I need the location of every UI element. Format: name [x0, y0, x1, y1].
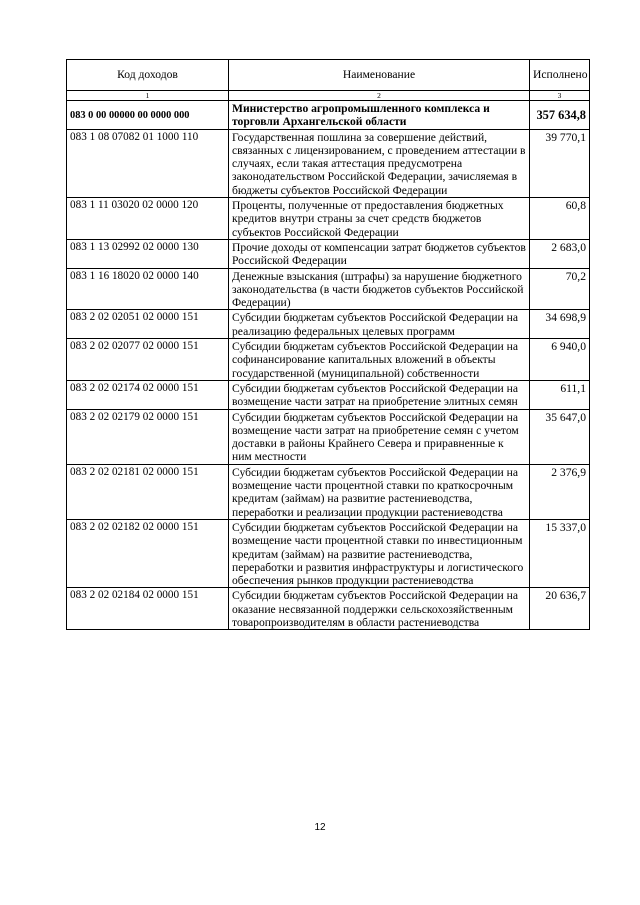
table-row [67, 198, 590, 240]
table-row [67, 129, 590, 197]
revenue-amount-cell: 20 636,7 [530, 588, 590, 630]
revenue-code-cell: 083 2 02 02174 02 0000 151 [67, 380, 229, 409]
revenue-name-cell: Субсидии бюджетам субъектов Российской Федерации на возмещение части затрат на приобретение элитных семян [229, 380, 530, 409]
revenue-code-cell: 083 2 02 02179 02 0000 151 [67, 409, 229, 464]
revenue-amount-cell: 34 698,9 [530, 310, 590, 339]
column-number-2: 2 [229, 91, 530, 101]
revenue-code-cell: 083 1 13 02992 02 0000 130 [67, 239, 229, 268]
revenue-amount-cell: 15 337,0 [530, 519, 590, 587]
revenue-amount-cell: 357 634,8 [530, 101, 590, 130]
revenue-name-cell: Прочие доходы от компенсации затрат бюджетов субъектов Российской Федерации [229, 239, 530, 268]
column-number-row [67, 91, 590, 101]
table-row [67, 380, 590, 409]
table-row [67, 101, 590, 130]
table-row [67, 268, 590, 310]
revenue-amount-cell: 39 770,1 [530, 129, 590, 197]
revenue-code-cell: 083 2 02 02182 02 0000 151 [67, 519, 229, 587]
revenue-code-cell: 083 2 02 02051 02 0000 151 [67, 310, 229, 339]
column-number-3: 3 [530, 91, 590, 101]
revenue-code-cell: 083 0 00 00000 00 0000 000 [67, 101, 229, 130]
table-header-row [67, 60, 590, 91]
revenue-name-cell: Субсидии бюджетам субъектов Российской Федерации на софинансирование капитальных вложений в объекты государственной (муниципальной) собственности [229, 339, 530, 381]
table-row [67, 519, 590, 587]
table-row [67, 339, 590, 381]
revenue-name-cell: Денежные взыскания (штрафы) за нарушение бюджетного законодательства (в части бюджетов субъектов Российской Федерации) [229, 268, 530, 310]
table-body [67, 101, 590, 630]
revenue-name-cell: Проценты, полученные от предоставления бюджетных кредитов внутри страны за счет средств бюджетов субъектов Российской Федерации [229, 198, 530, 240]
revenue-table [66, 59, 590, 630]
revenue-code-cell: 083 2 02 02184 02 0000 151 [67, 588, 229, 630]
header-name: Наименование [229, 60, 530, 91]
revenue-amount-cell: 2 376,9 [530, 464, 590, 519]
revenue-name-cell: Субсидии бюджетам субъектов Российской Федерации на возмещение части процентной ставки по инвестиционным кредитам (займам) на развитие растениеводства, переработки и развития инфраструктуры и логистического обеспечения рынков продукции растениеводства [229, 519, 530, 587]
revenue-name-cell: Субсидии бюджетам субъектов Российской Федерации на реализацию федеральных целевых программ [229, 310, 530, 339]
table-row [67, 464, 590, 519]
revenue-code-cell: 083 1 16 18020 02 0000 140 [67, 268, 229, 310]
revenue-code-cell: 083 1 11 03020 02 0000 120 [67, 198, 229, 240]
page-number: 12 [314, 822, 326, 833]
revenue-amount-cell: 60,8 [530, 198, 590, 240]
revenue-name-cell: Субсидии бюджетам субъектов Российской Федерации на возмещение части процентной ставки по краткосрочным кредитам (займам) на развитие растениеводства, переработки и реализации продукции растениеводства [229, 464, 530, 519]
revenue-code-cell: 083 1 08 07082 01 1000 110 [67, 129, 229, 197]
revenue-name-cell: Государственная пошлина за совершение действий, связанных с лицензированием, с проведением аттестации в случаях, если такая аттестация предусмотрена законодательством Российской Федерации, зачисляемая в бюджеты субъектов Российской Федерации [229, 129, 530, 197]
header-code: Код доходов [67, 60, 229, 91]
revenue-name-cell: Субсидии бюджетам субъектов Российской Федерации на возмещение части затрат на приобретение семян с учетом доставки в районы Крайнего Севера и приравненные к ним местности [229, 409, 530, 464]
revenue-amount-cell: 611,1 [530, 380, 590, 409]
revenue-code-cell: 083 2 02 02077 02 0000 151 [67, 339, 229, 381]
revenue-amount-cell: 35 647,0 [530, 409, 590, 464]
revenue-name-cell: Министерство агропромышленного комплекса и торговли Архангельской области [229, 101, 530, 130]
revenue-amount-cell: 70,2 [530, 268, 590, 310]
revenue-amount-cell: 6 940,0 [530, 339, 590, 381]
revenue-name-cell: Субсидии бюджетам субъектов Российской Федерации на оказание несвязанной поддержки сельскохозяйственным товаропроизводителям в области растениеводства [229, 588, 530, 630]
header-amount: Исполнено [530, 60, 590, 91]
table-row [67, 239, 590, 268]
column-number-1: 1 [67, 91, 229, 101]
table-row [67, 409, 590, 464]
table-row [67, 310, 590, 339]
revenue-code-cell: 083 2 02 02181 02 0000 151 [67, 464, 229, 519]
revenue-amount-cell: 2 683,0 [530, 239, 590, 268]
table-row [67, 588, 590, 630]
